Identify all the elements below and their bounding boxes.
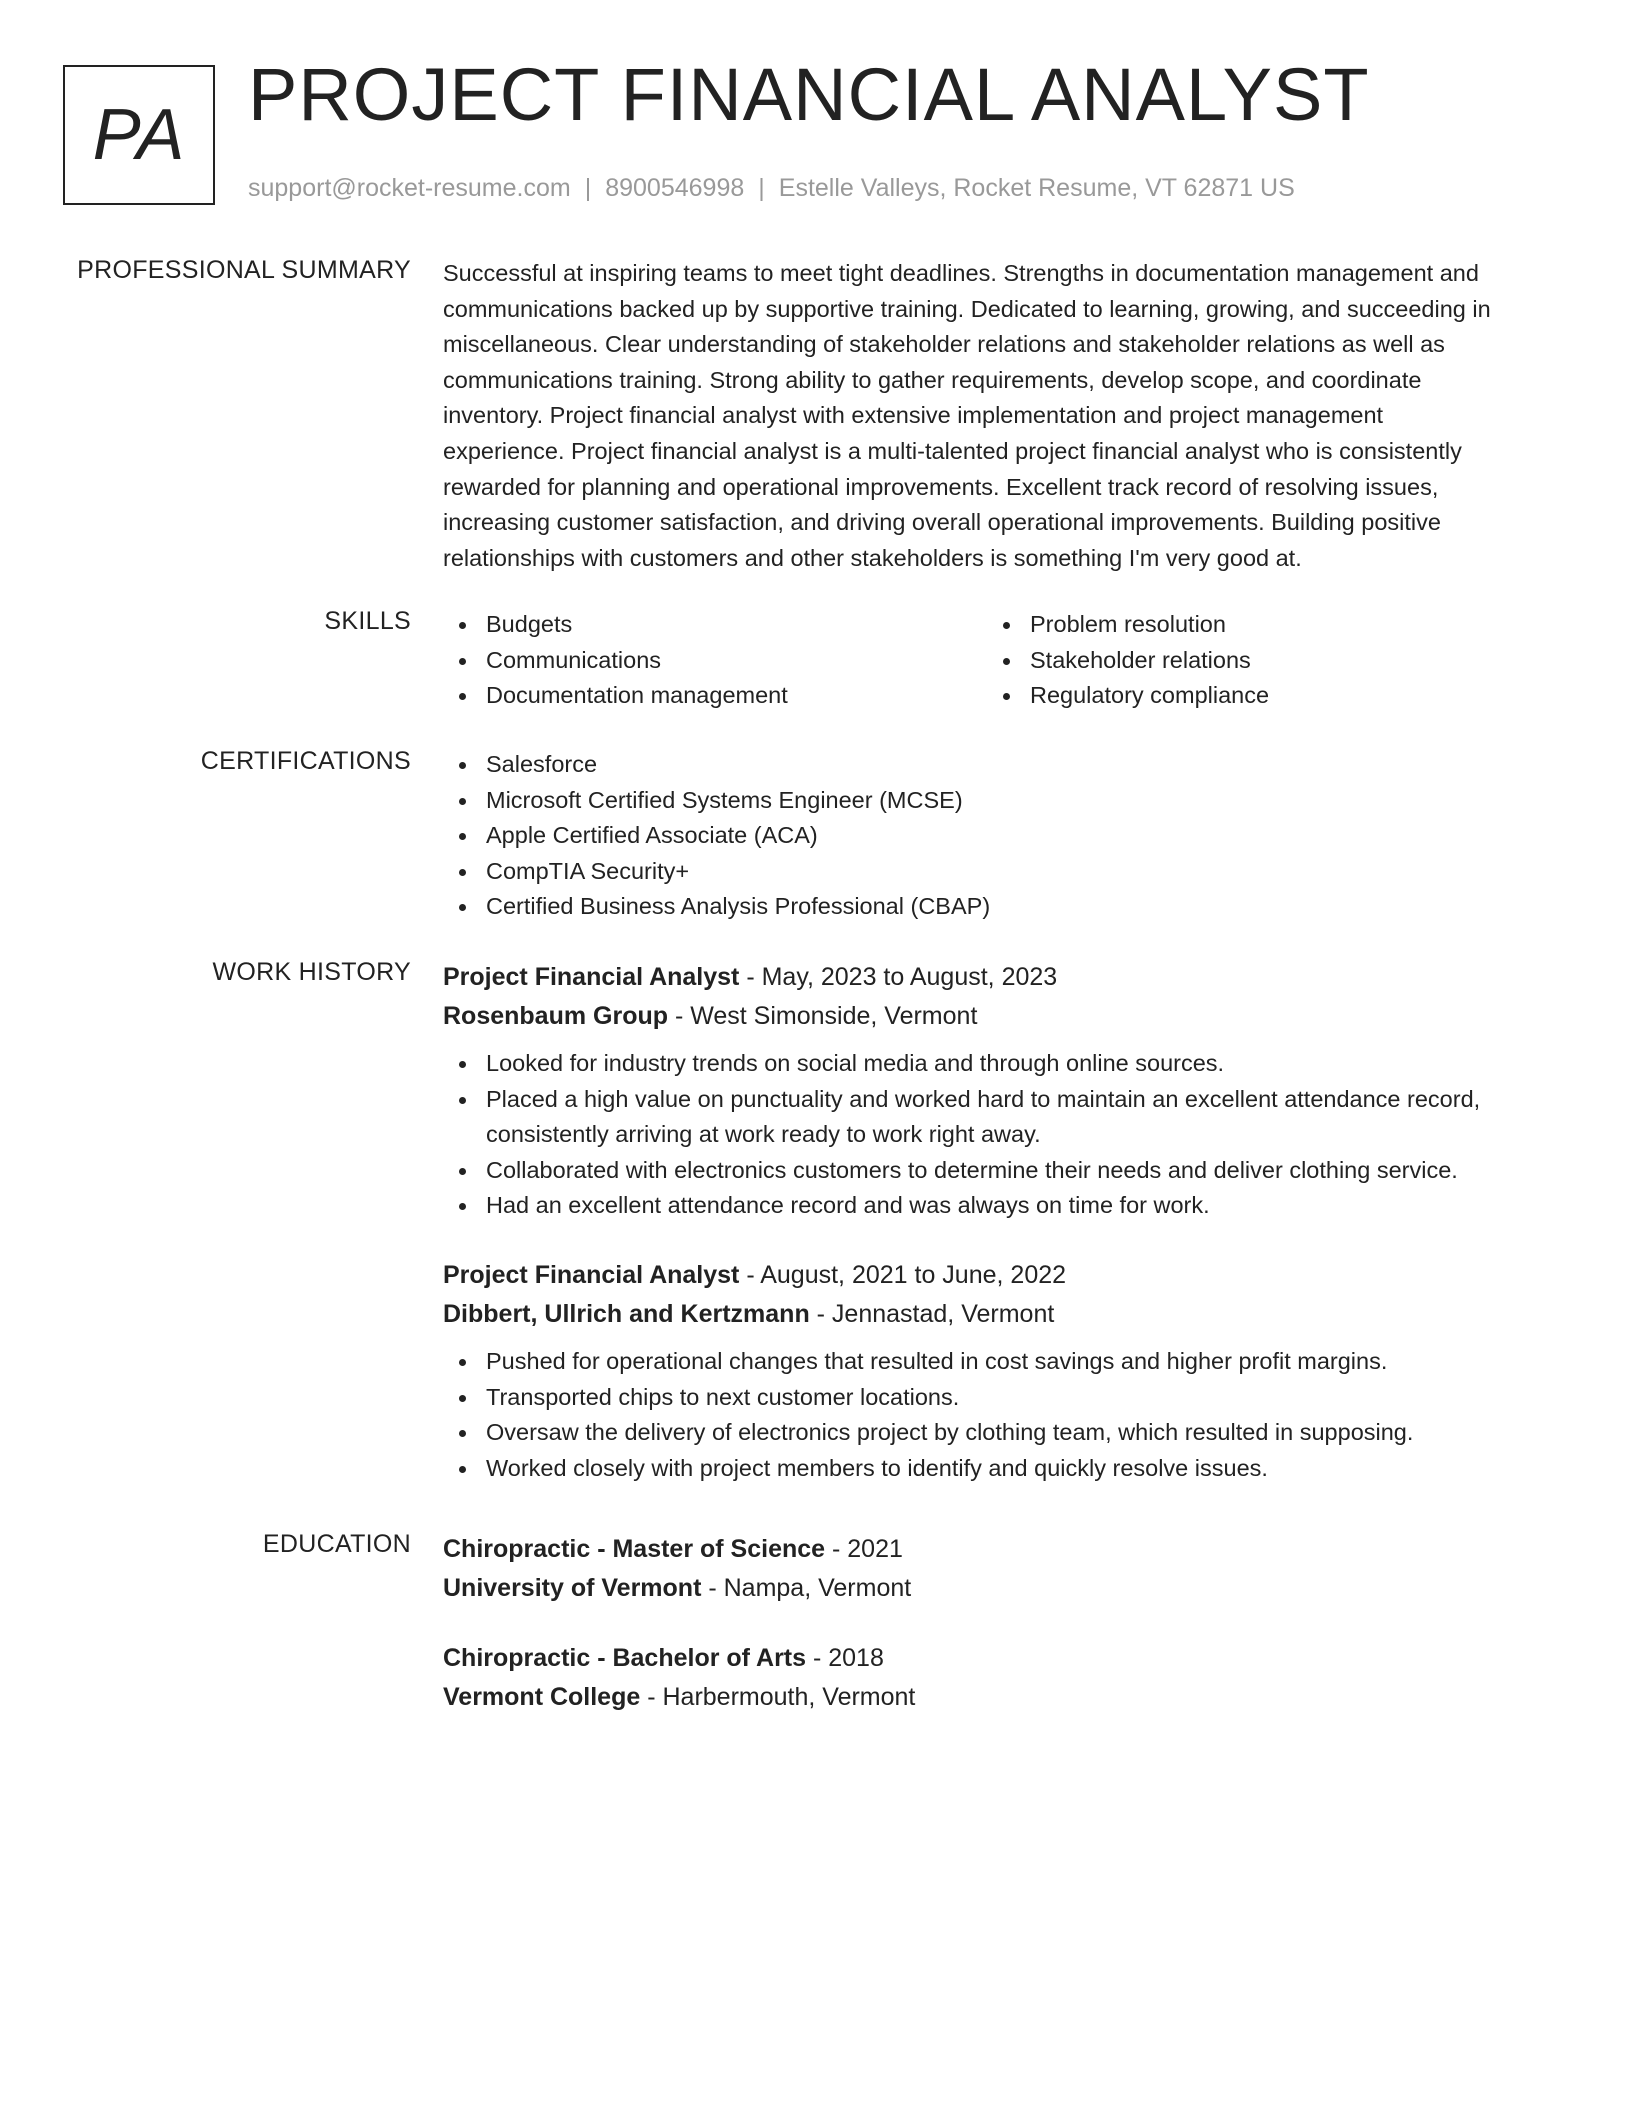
education-degree: Chiropractic - Bachelor of Arts [443, 1644, 807, 1672]
skill-item: Problem resolution [987, 607, 1531, 643]
summary-line: communications backed up by supportive training. Dedicated to learning, growing, and succeeding in [443, 295, 1491, 322]
contact-address: Estelle Valleys, Rocket Resume, VT 62871 US [778, 174, 1295, 202]
education-location: - Harbermouth, Vermont [640, 1683, 916, 1711]
education-school: Vermont College [443, 1683, 641, 1711]
job-bullet: Transported chips to next customer locations. [443, 1380, 1563, 1416]
section-title-education: EDUCATION [262, 1530, 411, 1558]
contact-separator: | [584, 174, 592, 202]
section-title-summary: PROFESSIONAL SUMMARY [77, 256, 411, 284]
job-bullet: Looked for industry trends on social media and through online sources. [443, 1046, 1563, 1082]
job-entry [443, 958, 1563, 1224]
summary-line: relationships with customers and other stakeholders is something I'm very good at. [443, 544, 1302, 571]
job-entry [443, 1256, 1563, 1486]
contact-email[interactable]: support@rocket-resume.com [248, 174, 571, 202]
summary-line: rewarded for planning and operational improvements. Excellent track record of resolving issues, [443, 473, 1439, 500]
summary-line: inventory. Project financial analyst with extensive implementation and project management [443, 402, 1384, 429]
summary-line: miscellaneous. Clear understanding of stakeholder relations and stakeholder relations as well as [443, 331, 1445, 358]
skills-list-right [987, 607, 1531, 714]
contact-separator: | [758, 174, 765, 202]
job-bullet: Worked closely with project members to identify and quickly resolve issues. [443, 1451, 1563, 1487]
job-bullet: Collaborated with electronics customers to determine their needs and deliver clothing service. [443, 1153, 1563, 1189]
section-title-skills: SKILLS [324, 607, 411, 635]
education-school-line [443, 1569, 1563, 1608]
job-company-line [443, 997, 1563, 1036]
certifications-body [443, 747, 1563, 925]
skills-body [443, 607, 1563, 714]
education-degree-line [443, 1530, 1563, 1569]
job-location: - West Simonside, Vermont [668, 1002, 978, 1030]
job-bullets [443, 1046, 1563, 1224]
job-role: Project Financial Analyst [443, 1260, 740, 1289]
summary-line: Successful at inspiring teams to meet tight deadlines. Strengths in documentation management and [443, 260, 1479, 286]
contact-line [248, 174, 1295, 203]
education-year: - 2021 [825, 1535, 903, 1563]
education-body [443, 1530, 1563, 1717]
education-degree: Chiropractic - Master of Science [443, 1535, 826, 1563]
skill-item: Stakeholder relations [987, 643, 1531, 679]
job-role-line [443, 958, 1563, 997]
education-entry [443, 1639, 1563, 1717]
education-location: - Nampa, Vermont [701, 1574, 912, 1602]
summary-line: increasing customer satisfaction, and driving overall operational improvements. Building positive [443, 509, 1441, 536]
education-degree-line [443, 1639, 1563, 1678]
job-company-line [443, 1295, 1563, 1334]
contact-phone[interactable]: 8900546998 [605, 174, 745, 202]
work-history-body [443, 958, 1563, 1486]
education-school: University of Vermont [443, 1574, 702, 1602]
job-bullet: Placed a high value on punctuality and worked hard to maintain an excellent attendance record, consistently arriving at work ready to work right away. [443, 1082, 1563, 1153]
section-title-certifications: CERTIFICATIONS [200, 747, 411, 775]
monogram-box [63, 65, 215, 205]
education-entry [443, 1530, 1563, 1608]
summary-line: experience. Project financial analyst is a multi-talented project financial analyst who is consistently [443, 437, 1462, 464]
job-bullet: Pushed for operational changes that resulted in cost savings and higher profit margins. [443, 1344, 1563, 1380]
certification-item: Apple Certified Associate (ACA) [443, 818, 1563, 854]
certifications-list [443, 747, 1563, 925]
job-bullets [443, 1344, 1563, 1486]
summary-line: communications training. Strong ability to gather requirements, develop scope, and coordinate [443, 366, 1422, 393]
job-role: Project Financial Analyst [443, 963, 740, 991]
education-year: - 2018 [806, 1644, 884, 1672]
certification-item: CompTIA Security+ [443, 854, 1563, 890]
monogram-initials: PA [92, 95, 186, 175]
candidate-title: PROJECT FINANCIAL ANALYST [248, 53, 1370, 136]
job-role-line [443, 1256, 1563, 1295]
certification-item: Certified Business Analysis Professional (CBAP) [443, 889, 1563, 925]
section-title-work-history: WORK HISTORY [212, 958, 411, 986]
job-location: - Jennastad, Vermont [809, 1299, 1055, 1328]
job-dates: - August, 2021 to June, 2022 [739, 1260, 1067, 1289]
job-bullet: Had an excellent attendance record and was always on time for work. [443, 1188, 1563, 1224]
skill-item: Communications [443, 643, 987, 679]
certification-item: Microsoft Certified Systems Engineer (MCSE) [443, 783, 1563, 819]
job-company: Dibbert, Ullrich and Kertzmann [443, 1299, 810, 1328]
job-bullet: Oversaw the delivery of electronics project by clothing team, which resulted in supposing. [443, 1415, 1563, 1451]
summary-body [443, 256, 1563, 576]
education-school-line [443, 1678, 1563, 1717]
certification-item: Salesforce [443, 747, 1563, 783]
skills-list-left [443, 607, 987, 714]
skill-item: Budgets [443, 607, 987, 643]
skill-item: Regulatory compliance [987, 678, 1531, 714]
job-dates: - May, 2023 to August, 2023 [739, 963, 1058, 991]
skill-item: Documentation management [443, 678, 987, 714]
job-company: Rosenbaum Group [443, 1002, 669, 1030]
